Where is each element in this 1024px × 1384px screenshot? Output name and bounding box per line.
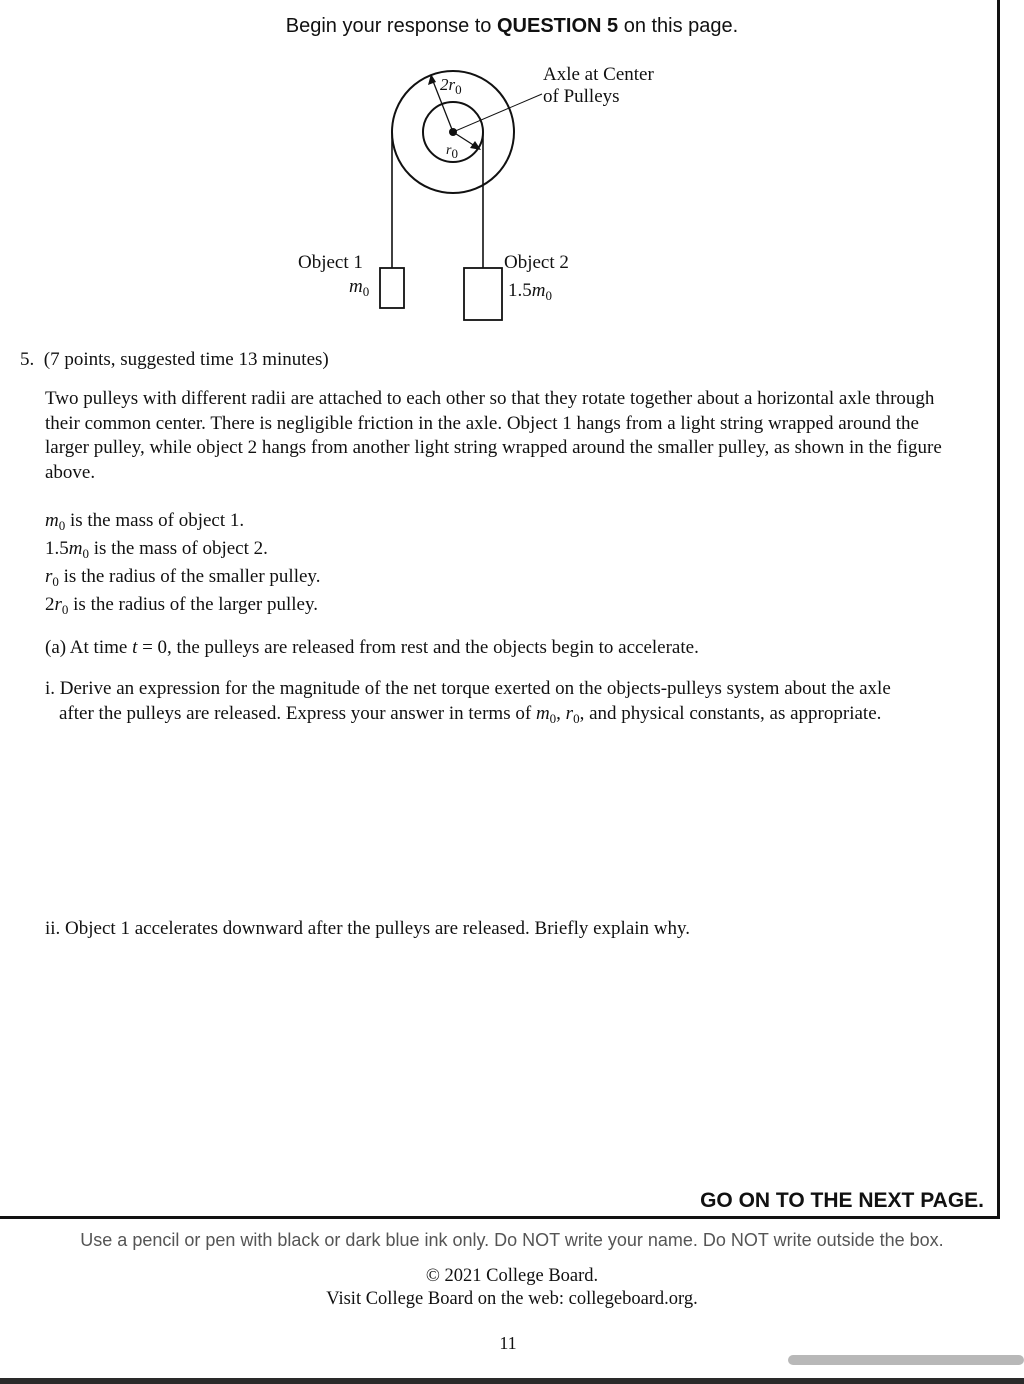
variable-definitions [45,507,320,619]
bottom-edge [0,1378,1024,1384]
axle-label: Axle at Center of Pulleys [543,64,654,107]
ink-instructions: Use a pencil or pen with black or dark blue ink only. Do NOT write your name. Do NOT write outside the box. [80,1230,944,1250]
go-on-notice: GO ON TO THE NEXT PAGE. [700,1189,984,1212]
large-radius-label: $2r_0$ [440,75,462,97]
page-number: 11 [499,1333,517,1353]
horizontal-scrollbar[interactable] [788,1355,1024,1365]
header-question-label: QUESTION 5 [497,15,619,37]
definition-2r0: $2r_0$ is the radius of the larger pulley. [45,594,318,617]
small-radius-label: $r_0$ [446,143,458,161]
definition-1-5m0: $1.5m_0$ is the mass of object 2. [45,538,268,561]
answer-box-right-border [997,0,1000,1219]
header-text-after: on this page. [618,15,739,37]
answer-box-bottom-border [0,1216,1000,1219]
question-number: 5. [20,349,35,370]
part-a-i: i. Derive an expression for the magnitude of the net torque exerted on the objects-pulleys system about the axle after the pulleys are released. Express your answer in terms of $m_0$, $r_0$, and physical constants, as appropriate. [45,678,891,726]
part-a-statement: (a) At time t = 0, the pulleys are released from rest and the objects begin to accelerate. [45,637,699,658]
question-intro: Two pulleys with different radii are attached to each other so that they rotate together about a horizontal axle through their common center. There is negligible friction in the axle. Object 1 hangs from a light string wrapped around the larger pulley, while object 2 hangs from another light string wrapped around the smaller pulley, as shown in the figure above. [45,388,942,483]
copyright-text: © 2021 College Board. [425,1266,599,1286]
part-a-ii: ii. Object 1 accelerates downward after the pulleys are released. Briefly explain why. [45,918,691,939]
pulley-figure [280,58,700,328]
copyright-block [0,1265,1024,1311]
definition-m0: $m_0$ is the mass of object 1. [45,510,245,533]
question-points: (7 points, suggested time 13 minutes) [43,349,329,370]
object-1-label: Object 1 [298,252,363,273]
header-text-before: Begin your response to [285,15,497,37]
object-1-box [380,268,404,308]
definition-r0: $r_0$ is the radius of the smaller pulley. [45,566,321,589]
question-heading [20,349,329,371]
page-header [0,15,1024,38]
website-text: Visit College Board on the web: collegeboard.org. [326,1289,698,1309]
object-2-box [464,268,502,320]
object-2-label: Object 2 [504,252,569,273]
object-1-mass: $m_0$ [349,276,370,299]
object-2-mass: $1.5m_0$ [508,280,552,303]
axle-leader-line [453,94,542,132]
